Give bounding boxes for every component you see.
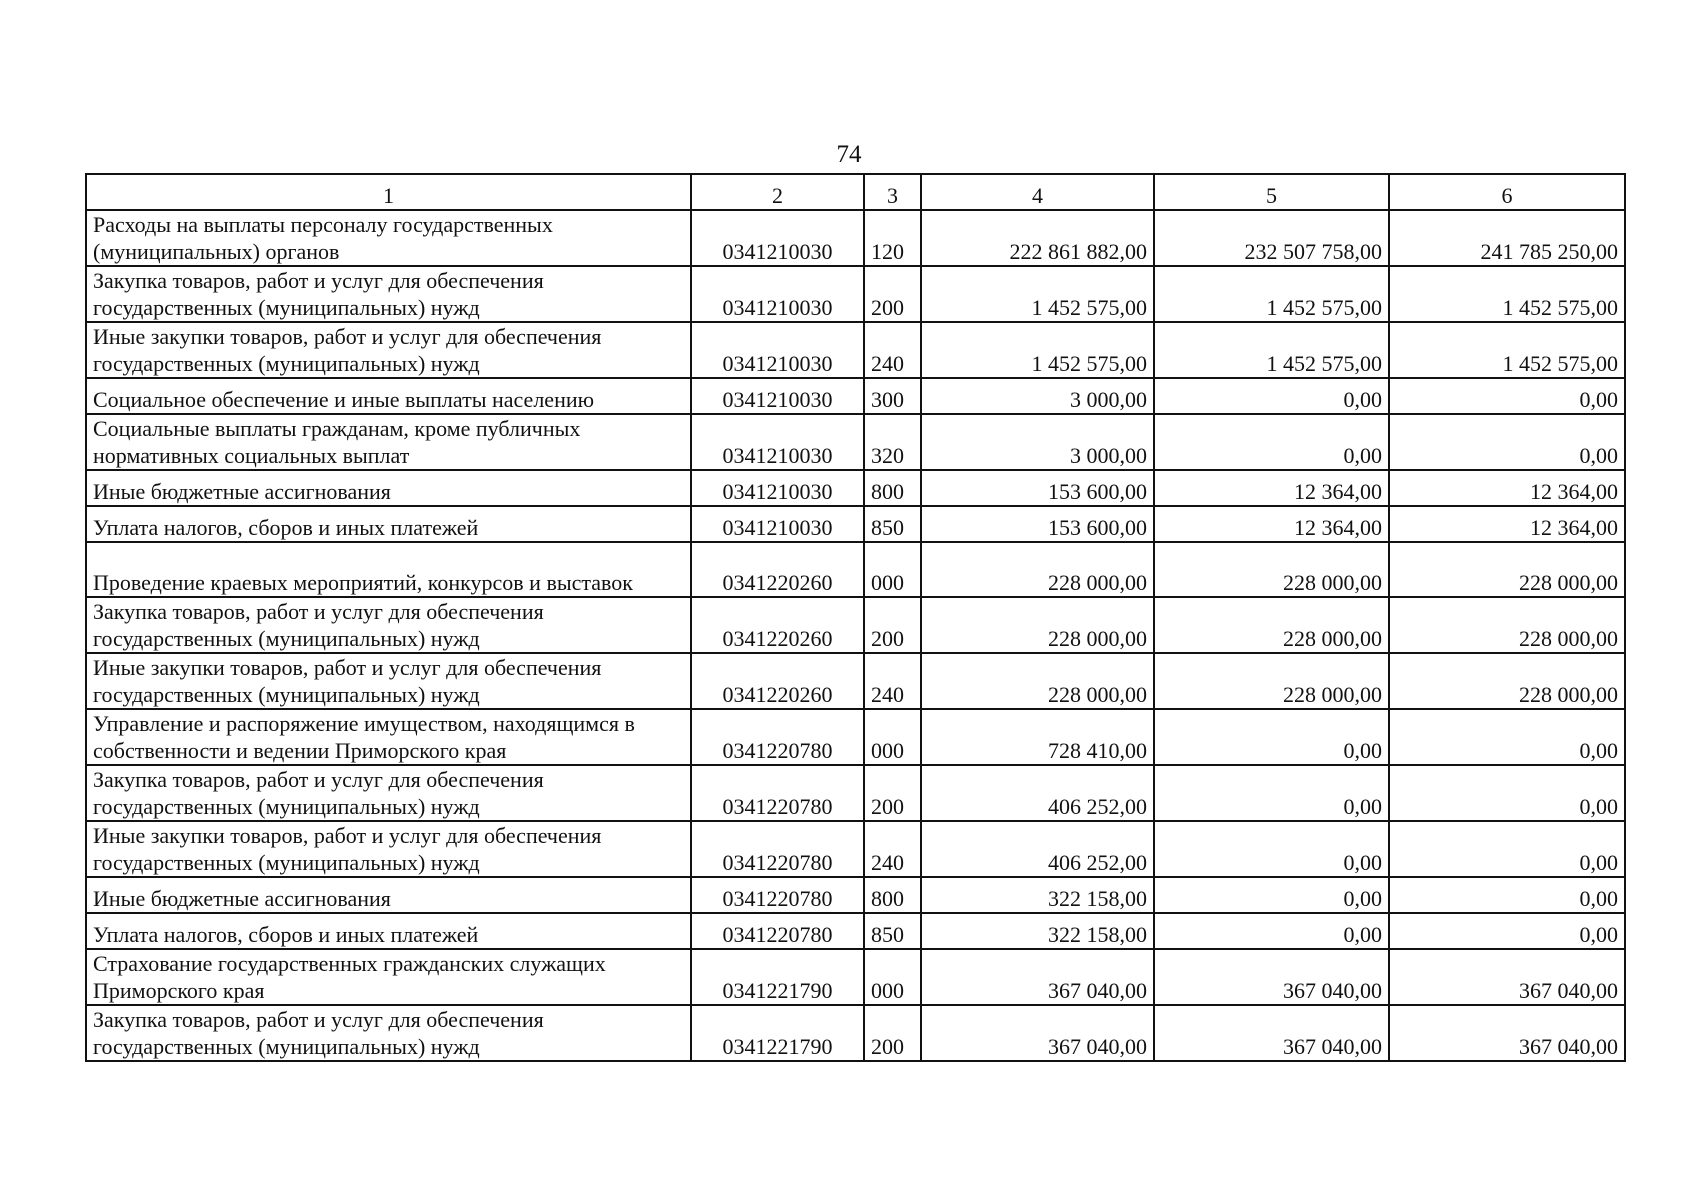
amount-col6-cell: 1 452 575,00 xyxy=(1389,322,1625,378)
amount-col5-cell: 12 364,00 xyxy=(1154,506,1389,542)
column-header: 1 xyxy=(86,174,691,210)
column-header: 5 xyxy=(1154,174,1389,210)
column-header: 4 xyxy=(921,174,1154,210)
row-name-cell: Социальное обеспечение и иные выплаты населению xyxy=(86,378,691,414)
amount-col4-cell: 367 040,00 xyxy=(921,949,1154,1005)
amount-col5-cell: 0,00 xyxy=(1154,913,1389,949)
amount-col4-cell: 1 452 575,00 xyxy=(921,322,1154,378)
expense-type-code-cell: 000 xyxy=(864,542,921,597)
amount-col5-cell: 0,00 xyxy=(1154,414,1389,470)
expense-type-code-cell: 850 xyxy=(864,506,921,542)
amount-col5-cell: 12 364,00 xyxy=(1154,470,1389,506)
target-article-code-cell: 0341220260 xyxy=(691,653,864,709)
table-body xyxy=(86,210,1625,1061)
expense-type-code-cell: 200 xyxy=(864,597,921,653)
target-article-code-cell: 0341210030 xyxy=(691,322,864,378)
row-name-cell: Страхование государственных гражданских служащих Приморского края xyxy=(86,949,691,1005)
amount-col4-cell: 367 040,00 xyxy=(921,1005,1154,1061)
amount-col6-cell: 228 000,00 xyxy=(1389,542,1625,597)
amount-col4-cell: 3 000,00 xyxy=(921,378,1154,414)
page-number: 74 xyxy=(836,141,862,168)
amount-col5-cell: 367 040,00 xyxy=(1154,949,1389,1005)
amount-col6-cell: 0,00 xyxy=(1389,709,1625,765)
amount-col4-cell: 322 158,00 xyxy=(921,877,1154,913)
row-name-cell: Закупка товаров, работ и услуг для обеспечения государственных (муниципальных) нужд xyxy=(86,1005,691,1061)
column-header: 2 xyxy=(691,174,864,210)
target-article-code-cell: 0341220780 xyxy=(691,913,864,949)
table-row xyxy=(86,542,1625,597)
row-name-cell: Иные закупки товаров, работ и услуг для обеспечения государственных (муниципальных) нужд xyxy=(86,322,691,378)
amount-col5-cell: 0,00 xyxy=(1154,821,1389,877)
amount-col6-cell: 241 785 250,00 xyxy=(1389,210,1625,266)
table-row xyxy=(86,653,1625,709)
target-article-code-cell: 0341220780 xyxy=(691,765,864,821)
amount-col5-cell: 1 452 575,00 xyxy=(1154,266,1389,322)
amount-col6-cell: 0,00 xyxy=(1389,765,1625,821)
amount-col4-cell: 228 000,00 xyxy=(921,653,1154,709)
amount-col6-cell: 1 452 575,00 xyxy=(1389,266,1625,322)
table-row xyxy=(86,949,1625,1005)
expense-type-code-cell: 300 xyxy=(864,378,921,414)
target-article-code-cell: 0341220780 xyxy=(691,821,864,877)
amount-col4-cell: 3 000,00 xyxy=(921,414,1154,470)
amount-col5-cell: 228 000,00 xyxy=(1154,542,1389,597)
amount-col5-cell: 1 452 575,00 xyxy=(1154,322,1389,378)
target-article-code-cell: 0341220260 xyxy=(691,542,864,597)
amount-col6-cell: 228 000,00 xyxy=(1389,653,1625,709)
target-article-code-cell: 0341220780 xyxy=(691,877,864,913)
amount-col4-cell: 228 000,00 xyxy=(921,542,1154,597)
expense-type-code-cell: 240 xyxy=(864,821,921,877)
table-row xyxy=(86,709,1625,765)
target-article-code-cell: 0341210030 xyxy=(691,470,864,506)
table-row xyxy=(86,913,1625,949)
expense-type-code-cell: 800 xyxy=(864,877,921,913)
amount-col5-cell: 228 000,00 xyxy=(1154,653,1389,709)
row-name-cell: Управление и распоряжение имуществом, находящимся в собственности и ведении Приморского края xyxy=(86,709,691,765)
amount-col4-cell: 222 861 882,00 xyxy=(921,210,1154,266)
target-article-code-cell: 0341210030 xyxy=(691,506,864,542)
row-name-cell: Проведение краевых мероприятий, конкурсов и выставок xyxy=(86,542,691,597)
amount-col4-cell: 153 600,00 xyxy=(921,506,1154,542)
target-article-code-cell: 0341221790 xyxy=(691,1005,864,1061)
row-name-cell: Социальные выплаты гражданам, кроме публичных нормативных социальных выплат xyxy=(86,414,691,470)
amount-col5-cell: 0,00 xyxy=(1154,877,1389,913)
table-row xyxy=(86,1005,1625,1061)
amount-col4-cell: 153 600,00 xyxy=(921,470,1154,506)
amount-col4-cell: 728 410,00 xyxy=(921,709,1154,765)
table-row xyxy=(86,877,1625,913)
row-name-cell: Расходы на выплаты персоналу государственных (муниципальных) органов xyxy=(86,210,691,266)
amount-col6-cell: 0,00 xyxy=(1389,414,1625,470)
target-article-code-cell: 0341210030 xyxy=(691,210,864,266)
amount-col5-cell: 367 040,00 xyxy=(1154,1005,1389,1061)
amount-col6-cell: 367 040,00 xyxy=(1389,949,1625,1005)
table-row xyxy=(86,210,1625,266)
row-name-cell: Уплата налогов, сборов и иных платежей xyxy=(86,506,691,542)
amount-col6-cell: 0,00 xyxy=(1389,378,1625,414)
target-article-code-cell: 0341221790 xyxy=(691,949,864,1005)
row-name-cell: Закупка товаров, работ и услуг для обеспечения государственных (муниципальных) нужд xyxy=(86,266,691,322)
row-name-cell: Закупка товаров, работ и услуг для обеспечения государственных (муниципальных) нужд xyxy=(86,597,691,653)
expense-type-code-cell: 240 xyxy=(864,322,921,378)
row-name-cell: Закупка товаров, работ и услуг для обеспечения государственных (муниципальных) нужд xyxy=(86,765,691,821)
amount-col4-cell: 228 000,00 xyxy=(921,597,1154,653)
expense-type-code-cell: 800 xyxy=(864,470,921,506)
expense-type-code-cell: 120 xyxy=(864,210,921,266)
amount-col6-cell: 12 364,00 xyxy=(1389,470,1625,506)
amount-col4-cell: 406 252,00 xyxy=(921,765,1154,821)
amount-col6-cell: 0,00 xyxy=(1389,821,1625,877)
row-name-cell: Иные бюджетные ассигнования xyxy=(86,470,691,506)
table-header-row xyxy=(86,174,1625,210)
amount-col5-cell: 232 507 758,00 xyxy=(1154,210,1389,266)
amount-col6-cell: 12 364,00 xyxy=(1389,506,1625,542)
expense-type-code-cell: 000 xyxy=(864,949,921,1005)
row-name-cell: Иные закупки товаров, работ и услуг для обеспечения государственных (муниципальных) нужд xyxy=(86,821,691,877)
table-row xyxy=(86,821,1625,877)
expense-type-code-cell: 200 xyxy=(864,266,921,322)
budget-table xyxy=(85,173,1626,1062)
expense-type-code-cell: 320 xyxy=(864,414,921,470)
amount-col6-cell: 367 040,00 xyxy=(1389,1005,1625,1061)
amount-col5-cell: 228 000,00 xyxy=(1154,597,1389,653)
expense-type-code-cell: 200 xyxy=(864,765,921,821)
row-name-cell: Уплата налогов, сборов и иных платежей xyxy=(86,913,691,949)
table-row xyxy=(86,378,1625,414)
table-row xyxy=(86,765,1625,821)
amount-col5-cell: 0,00 xyxy=(1154,765,1389,821)
table-row xyxy=(86,470,1625,506)
row-name-cell: Иные бюджетные ассигнования xyxy=(86,877,691,913)
table-row xyxy=(86,597,1625,653)
table-row xyxy=(86,414,1625,470)
amount-col5-cell: 0,00 xyxy=(1154,709,1389,765)
row-name-cell: Иные закупки товаров, работ и услуг для обеспечения государственных (муниципальных) нужд xyxy=(86,653,691,709)
expense-type-code-cell: 200 xyxy=(864,1005,921,1061)
amount-col4-cell: 1 452 575,00 xyxy=(921,266,1154,322)
amount-col4-cell: 406 252,00 xyxy=(921,821,1154,877)
expense-type-code-cell: 240 xyxy=(864,653,921,709)
target-article-code-cell: 0341210030 xyxy=(691,378,864,414)
amount-col6-cell: 0,00 xyxy=(1389,877,1625,913)
column-header: 3 xyxy=(864,174,921,210)
amount-col6-cell: 228 000,00 xyxy=(1389,597,1625,653)
table-row xyxy=(86,322,1625,378)
column-header: 6 xyxy=(1389,174,1625,210)
target-article-code-cell: 0341210030 xyxy=(691,414,864,470)
amount-col5-cell: 0,00 xyxy=(1154,378,1389,414)
target-article-code-cell: 0341210030 xyxy=(691,266,864,322)
amount-col6-cell: 0,00 xyxy=(1389,913,1625,949)
expense-type-code-cell: 000 xyxy=(864,709,921,765)
table-row xyxy=(86,506,1625,542)
table-row xyxy=(86,266,1625,322)
expense-type-code-cell: 850 xyxy=(864,913,921,949)
amount-col4-cell: 322 158,00 xyxy=(921,913,1154,949)
target-article-code-cell: 0341220260 xyxy=(691,597,864,653)
target-article-code-cell: 0341220780 xyxy=(691,709,864,765)
